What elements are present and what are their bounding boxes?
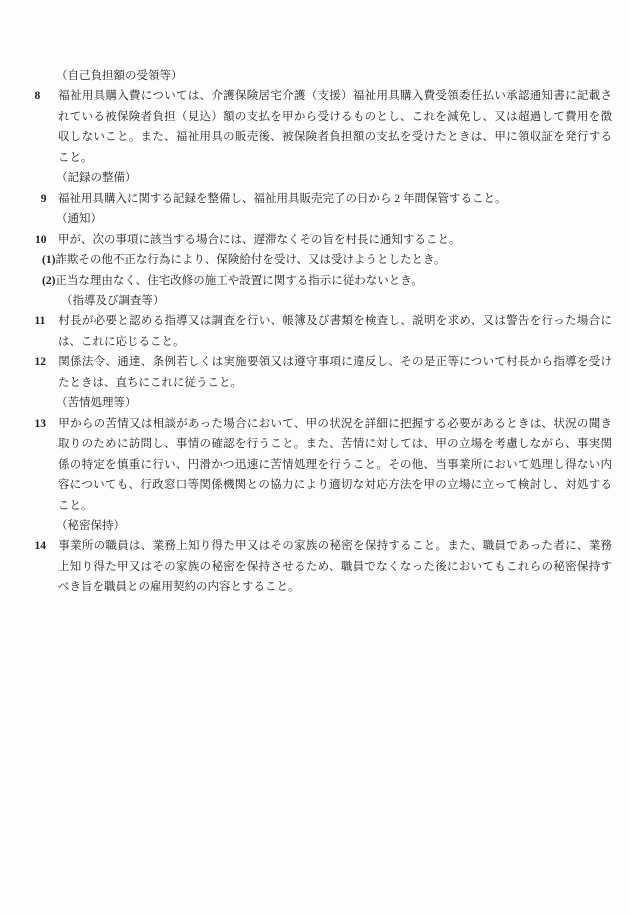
- line-text: 上知り得た甲又はその家族の秘密を保持させるため、職員でなくなった後においてもこれらの秘密保持す: [58, 560, 612, 573]
- document-line: [35, 127, 613, 147]
- line-text: （秘密保持）: [56, 519, 125, 532]
- document-line: [35, 189, 613, 209]
- document-line: [35, 536, 613, 556]
- section-heading: [35, 168, 613, 188]
- line-text: べき旨を職員との雇用契約の内容とすること。: [58, 581, 300, 594]
- document-line: [35, 577, 613, 597]
- item-number: 8: [34, 90, 41, 103]
- line-text: 村長が必要と認める指導又は調査を行い、帳簿及び書類を検査し、説明を求め、又は警告を行った場合に: [58, 315, 612, 328]
- section-heading: [35, 393, 613, 413]
- line-text: こと。: [58, 499, 93, 512]
- line-text: （苦情処理等）: [56, 397, 137, 410]
- line-text: 福祉用具購入費については、介護保険居宅介護（支援）福祉用具購入費受領委任払い承認通知書に記載さ: [58, 90, 612, 103]
- item-number: 12: [34, 356, 46, 369]
- subitem-marker: (2): [42, 274, 56, 287]
- document-line: [35, 148, 613, 168]
- line-text: たときは、直ちにこれに従うこと。: [58, 376, 242, 389]
- line-text: 取りのために訪問し、事情の確認を行うこと。また、苦情に対しては、甲の立場を考慮しながら、事実関: [58, 438, 612, 451]
- line-text: は、これに応じること。: [58, 335, 185, 348]
- section-heading: [35, 209, 613, 229]
- document-line: [35, 230, 613, 250]
- document-line: [35, 332, 613, 352]
- document-line: [35, 557, 613, 577]
- item-number: 13: [34, 417, 46, 430]
- section-heading: [35, 66, 613, 86]
- section-heading: [35, 516, 613, 536]
- line-text: 甲からの苦情又は相談があった場合において、甲の状況を詳細に把握する必要があるときは、状況の聞き: [58, 417, 612, 430]
- line-text: （指導及び調査等）: [61, 294, 165, 307]
- line-text: （自己負担額の受領等）: [56, 70, 183, 82]
- item-number: 10: [35, 233, 47, 246]
- document-line: [35, 434, 613, 454]
- line-text: 甲が、次の事項に該当する場合には、遅滞なくその旨を村長に通知すること。: [58, 233, 461, 246]
- line-text: 事業所の職員は、業務上知り得た甲又はその家族の秘密を保持すること。また、職員であった者に、業務: [58, 540, 612, 553]
- document-line: [35, 475, 613, 495]
- line-text: （記録の整備）: [56, 172, 137, 185]
- document-line: [35, 86, 613, 106]
- line-text: れている被保険者負担（見込）額の支払を甲から受けるものとし、これを減免し、又は超過して費用を徴: [58, 110, 612, 123]
- line-text: 正当な理由なく、住宅改修の施工や設置に関する指示に従わないとき。: [55, 274, 423, 287]
- line-text: こと。: [58, 151, 93, 164]
- item-number: 9: [40, 192, 47, 205]
- line-text: 詐欺その他不正な行為により、保険給付を受け、又は受けようとしたとき。: [55, 254, 446, 267]
- document-line: [35, 311, 613, 331]
- line-text: 容についても、行政窓口等関係機関との協力により適切な対応方法を甲の立場に立って検討し、対処する: [58, 479, 612, 492]
- line-text: 収しないこと。また、福祉用具の販売後、被保険者負担額の支払を受けたときは、甲に領収証を発行する: [58, 131, 612, 144]
- line-text: 関係法令、通達、条例若しくは実施要領又は遵守事項に違反し、その是正等について村長から指導を受け: [58, 356, 612, 369]
- section-heading: [35, 291, 613, 311]
- line-text: （通知）: [56, 213, 102, 226]
- document-line: [35, 455, 613, 475]
- document-line: [35, 496, 613, 516]
- document-line: [35, 414, 613, 434]
- line-text: 福祉用具購入に関する記録を整備し、福祉用具販売完了の日から 2 年間保管すること。: [58, 192, 507, 205]
- subitem-marker: (1): [42, 254, 56, 267]
- document-line: [35, 271, 613, 291]
- item-number: 14: [34, 540, 46, 553]
- document-line: [35, 352, 613, 372]
- document-line: [35, 107, 613, 127]
- document-line: [35, 250, 613, 270]
- item-number: 11: [34, 315, 46, 328]
- line-text: 係の特定を慎重に行い、円滑かつ迅速に苦情処理を行うこと。その他、当事業所において処理し得ない内: [58, 458, 612, 471]
- document-line: [35, 373, 613, 393]
